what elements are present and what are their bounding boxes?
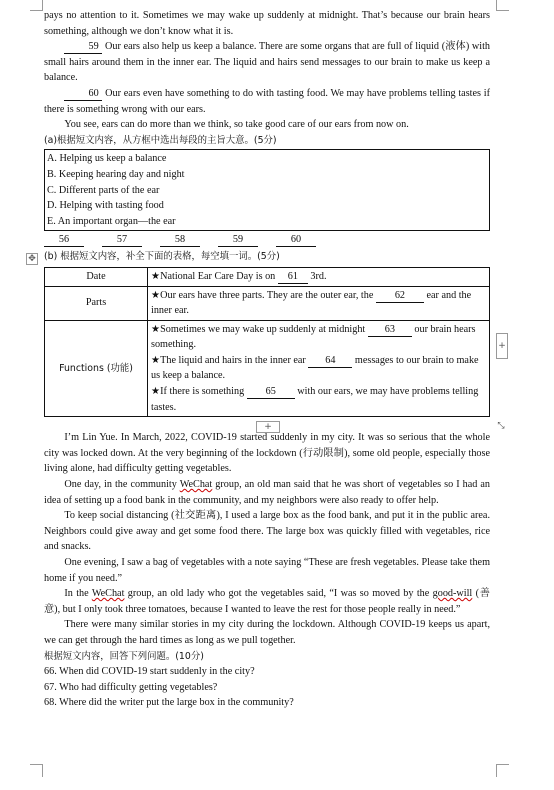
- answer-blank-58[interactable]: 58: [160, 233, 200, 247]
- function-item-3: [151, 384, 486, 415]
- blank-60[interactable]: 60: [64, 88, 102, 101]
- func2-text-post: messages to our brain to make us keep a balance.: [151, 354, 479, 382]
- p2-wechat-word: WeChat: [179, 479, 213, 491]
- date-text-pre: ★National Ear Care Day is on: [151, 270, 278, 282]
- corner-mark-bottom-left: [30, 764, 43, 777]
- answer-blank-56[interactable]: 56: [44, 233, 84, 247]
- question-66: 66. When did COVID-19 start suddenly in the city?: [44, 666, 255, 678]
- table-label-functions: [45, 320, 148, 417]
- option-b: B. Keeping hearing day and night: [47, 168, 185, 180]
- blank-64[interactable]: 64: [308, 355, 352, 368]
- option-c: C. Different parts of the ear: [47, 184, 160, 196]
- passage1-paragraph-3: [44, 86, 490, 117]
- table-cell-functions: [148, 320, 490, 417]
- answer-blank-57[interactable]: 57: [102, 233, 142, 247]
- func2-text-pre: ★The liquid and hairs in the inner ear: [151, 354, 309, 366]
- questions-instruction: 根据短文内容，回答下列问题。(10分): [44, 650, 204, 662]
- passage1-paragraph-3-text: Our ears even have something to do with tasting food. We may have problems telling tastes if there is something wrong with our ears.: [44, 87, 490, 115]
- spacer: [44, 417, 490, 430]
- table-add-row-button[interactable]: +: [256, 421, 280, 433]
- table-row-parts: [45, 286, 490, 320]
- parts-text-post: ear and the inner ear.: [151, 289, 472, 317]
- passage1-paragraph-1: pays no attention to it. Sometimes we may wake up suddenly at midnight. That’s because our brain hears something, although we don’t know what it is.: [44, 10, 490, 37]
- option-d: D. Helping with tasting food: [47, 200, 164, 212]
- table-cell-parts: [148, 286, 490, 320]
- passage2-paragraph-3: To keep social distancing (社交距离), I used a large box as the food bank, and put it in the public area. Neighbors could give away and get some food there. The large box was quickly filled with vegetables, rice and snacks.: [44, 510, 490, 553]
- func1-text-pre: ★Sometimes we may wake up suddenly at midnight: [151, 323, 368, 335]
- option-e: E. An important organ—the ear: [47, 215, 176, 227]
- question-68: 68. Where did the writer put the large box in the community?: [44, 697, 294, 709]
- p5-text-mid: group, an old lady who got the vegetables said, “I was so moved by the: [124, 588, 433, 600]
- option-a: A. Helping us keep a balance: [47, 153, 167, 165]
- table-move-handle-icon[interactable]: ✥: [26, 253, 38, 265]
- table-resize-handle-icon[interactable]: ⤡: [497, 421, 505, 431]
- blank-61[interactable]: 61: [278, 271, 308, 284]
- summary-table: [44, 267, 490, 417]
- p2-text-pre: One day, in the community: [64, 479, 180, 491]
- p5-wechat-word: WeChat: [91, 588, 125, 600]
- answer-blank-60[interactable]: 60: [276, 233, 316, 247]
- question-67: 67. Who had difficulty getting vegetables?: [44, 681, 218, 693]
- function-item-1: [151, 322, 486, 353]
- passage2-paragraph-4: One evening, I saw a bag of vegetables with a note saying “These are fresh vegetables. Please take them home if you need.”: [44, 557, 490, 584]
- p2-text-post: group, an old man said that he was short of vegetables so I had an idea of setting up a food bank in the community, and my neighbors were also ready to offer help.: [44, 479, 490, 506]
- func3-text-pre: ★If there is something: [151, 386, 247, 398]
- p5-goodwill-word: good-will: [432, 588, 473, 600]
- corner-mark-top-left: [30, 0, 43, 11]
- answer-blank-59[interactable]: 59: [218, 233, 258, 247]
- blank-65[interactable]: 65: [247, 386, 295, 399]
- options-box: [44, 149, 490, 231]
- func3-text-post: with our ears, we may have problems telling tastes.: [151, 386, 479, 413]
- table-cell-date: [148, 267, 490, 286]
- parts-text-pre: ★Our ears have three parts. They are the outer ear, the: [151, 289, 376, 301]
- blank-63[interactable]: 63: [368, 324, 412, 337]
- answer-blanks-row: [44, 233, 490, 247]
- p5-text-post: (善意), but I only took three tomatoes, because I wanted to leave the rest for those people really in need.”: [44, 588, 490, 615]
- table-label-parts: Parts: [45, 286, 148, 320]
- passage2-paragraph-5: [44, 586, 490, 617]
- functions-label-text: Functions (功能): [59, 362, 133, 374]
- passage1-paragraph-2-text: Our ears also help us keep a balance. There are some organs that are full of liquid (液体) with small hairs around them in the inner ear. The liquid and hairs send messages to our brain to make us keep a balance.: [44, 41, 490, 84]
- part-a-instruction: (a)根据短文内容，从方框中选出每段的主旨大意。(5分): [44, 134, 277, 146]
- passage1-paragraph-4: You see, ears can do more than we think, so take good care of our ears from now on.: [64, 119, 409, 131]
- function-item-2: [151, 353, 486, 384]
- table-add-column-button[interactable]: +: [496, 333, 508, 359]
- part-b-instruction: (b) 根据短文内容，补全下面的表格，每空填一词。(5分): [44, 251, 280, 263]
- p5-text-pre: In the: [64, 588, 92, 600]
- func1-text-post: our brain hears something.: [151, 323, 476, 351]
- blank-62[interactable]: 62: [376, 290, 424, 303]
- passage2-paragraph-2: [44, 477, 490, 508]
- table-row-date: [45, 267, 490, 286]
- passage2-paragraph-6: There were many similar stories in my city during the lockdown. Although COVID-19 keeps us apart, we can get through the hard times as long as we pull together.: [44, 619, 490, 646]
- corner-mark-top-right: [496, 0, 509, 11]
- blank-59[interactable]: 59: [64, 41, 102, 54]
- corner-mark-bottom-right: [496, 764, 509, 777]
- passage2-paragraph-1: I’m Lin Yue. In March, 2022, COVID-19 started suddenly in my city. It was so serious that the whole city was locked down. At the very beginning of the lockdown (行动限制), some old people, especially those living alone, had difficulty getting vegetables.: [44, 432, 490, 475]
- table-label-date: Date: [45, 267, 148, 286]
- table-row-functions: [45, 320, 490, 417]
- passage1-paragraph-2: [44, 39, 490, 86]
- document-page: [44, 8, 490, 711]
- date-text-post: 3rd.: [307, 270, 327, 282]
